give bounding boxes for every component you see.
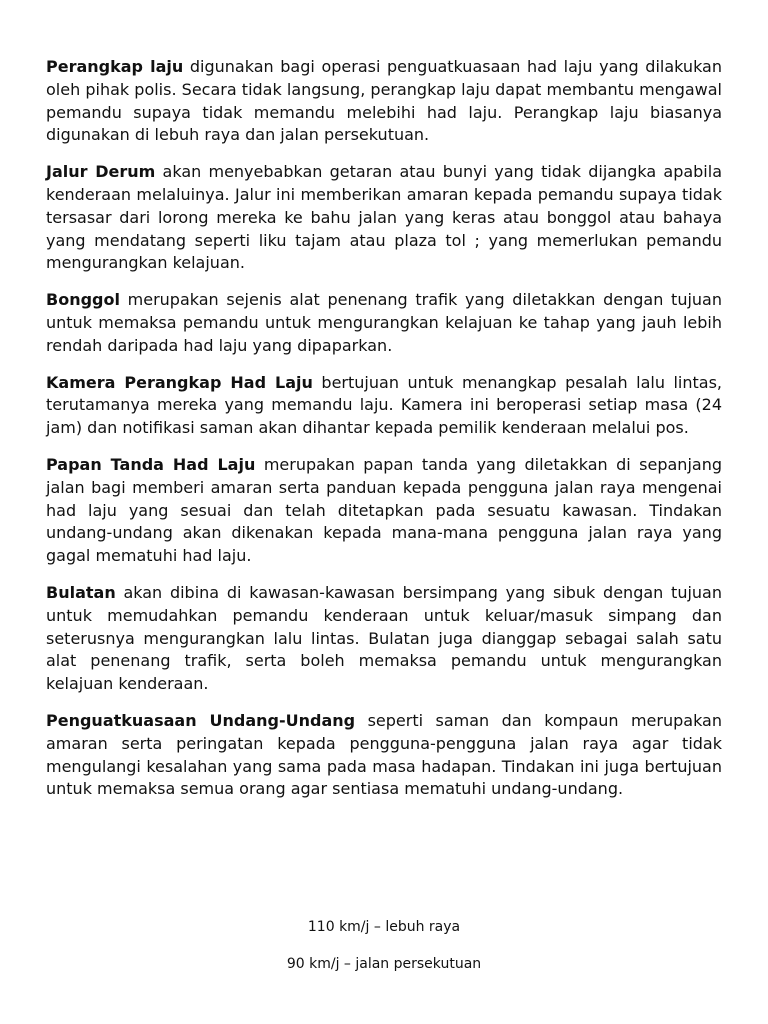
speed-limit-highway: 110 km/j – lebuh raya bbox=[307, 919, 461, 935]
term-kamera-perangkap-had-laju: Kamera Perangkap Had Laju bbox=[46, 372, 313, 392]
term-papan-tanda-had-laju: Papan Tanda Had Laju bbox=[46, 454, 256, 474]
term-bulatan: Bulatan bbox=[46, 582, 116, 602]
paragraph-perangkap-laju bbox=[46, 56, 722, 147]
paragraph-text: merupakan papan tanda yang diletakkan di sepanjang jalan bagi memberi amaran serta panduan kepada pengguna jalan raya mengenai had laju yang sesuai dan telah ditetapkan pada sesuatu kawasan. Tindakan undang-undang akan dikenakan kepada mana-mana pengguna jalan raya yang gagal mematuhi had laju. bbox=[46, 454, 722, 566]
paragraph-text: akan menyebabkan getaran atau bunyi yang tidak dijangka apabila kenderaan melaluinya. Jalur ini memberikan amaran kepada pemandu supaya tidak tersasar dari lorong mereka ke bahu jalan yang keras atau bonggol atau bahaya yang mendatang seperti liku tajam atau plaza tol ; yang memerlukan pemandu mengurangkan kelajuan. bbox=[46, 162, 723, 273]
paragraph-papan-tanda bbox=[46, 454, 722, 568]
term-perangkap-laju: Perangkap laju bbox=[46, 57, 184, 76]
paragraph-text: digunakan bagi operasi penguatkuasaan had laju yang dilakukan oleh pihak polis. Secara tidak langsung, perangkap laju dapat membantu mengawal pemandu supaya tidak memandu melebihi had laju. Perangkap laju biasanya digunakan di lebuh raya dan jalan persekutuan. bbox=[46, 57, 723, 145]
paragraph-bulatan bbox=[46, 582, 722, 696]
document-body bbox=[46, 56, 722, 815]
term-bonggol: Bonggol bbox=[46, 290, 120, 310]
paragraph-text: bertujuan untuk menangkap pesalah lalu lintas, terutamanya mereka yang memandu laju. Kamera ini beroperasi setiap masa (24 jam) dan notifikasi saman akan dihantar kepada pemilik kenderaan melalui pos. bbox=[46, 372, 723, 438]
paragraph-jalur-derum bbox=[46, 161, 722, 275]
paragraph-penguatkuasaan bbox=[46, 710, 722, 801]
paragraph-text: seperti saman dan kompaun merupakan amaran serta peringatan kepada pengguna-pengguna jalan raya agar tidak mengulangi kesalahan yang sama pada masa hadapan. Tindakan ini juga bertujuan untuk memaksa semua orang agar sentiasa mematuhi undang-undang. bbox=[46, 710, 722, 799]
paragraph-bonggol bbox=[46, 289, 722, 357]
paragraph-text: akan dibina di kawasan-kawasan bersimpang yang sibuk dengan tujuan untuk memudahkan pemandu kenderaan untuk keluar/masuk simpang dan seterusnya mengurangkan lalu lintas. Bulatan juga dianggap sebagai salah satu alat penenang trafik, serta boleh memaksa pemandu untuk mengurangkan kelajuan kenderaan. bbox=[46, 582, 722, 694]
term-jalur-derum: Jalur Derum bbox=[46, 162, 156, 182]
speed-limit-federal-road: 90 km/j – jalan persekutuan bbox=[286, 956, 482, 972]
paragraph-text: merupakan sejenis alat penenang trafik yang diletakkan dengan tujuan untuk memaksa pemandu untuk mengurangkan kelajuan ke tahap yang jauh lebih rendah daripada had laju yang dipaparkan. bbox=[46, 290, 722, 355]
term-penguatkuasaan-undang-undang: Penguatkuasaan Undang-Undang bbox=[46, 710, 356, 730]
paragraph-kamera-perangkap bbox=[46, 372, 722, 440]
